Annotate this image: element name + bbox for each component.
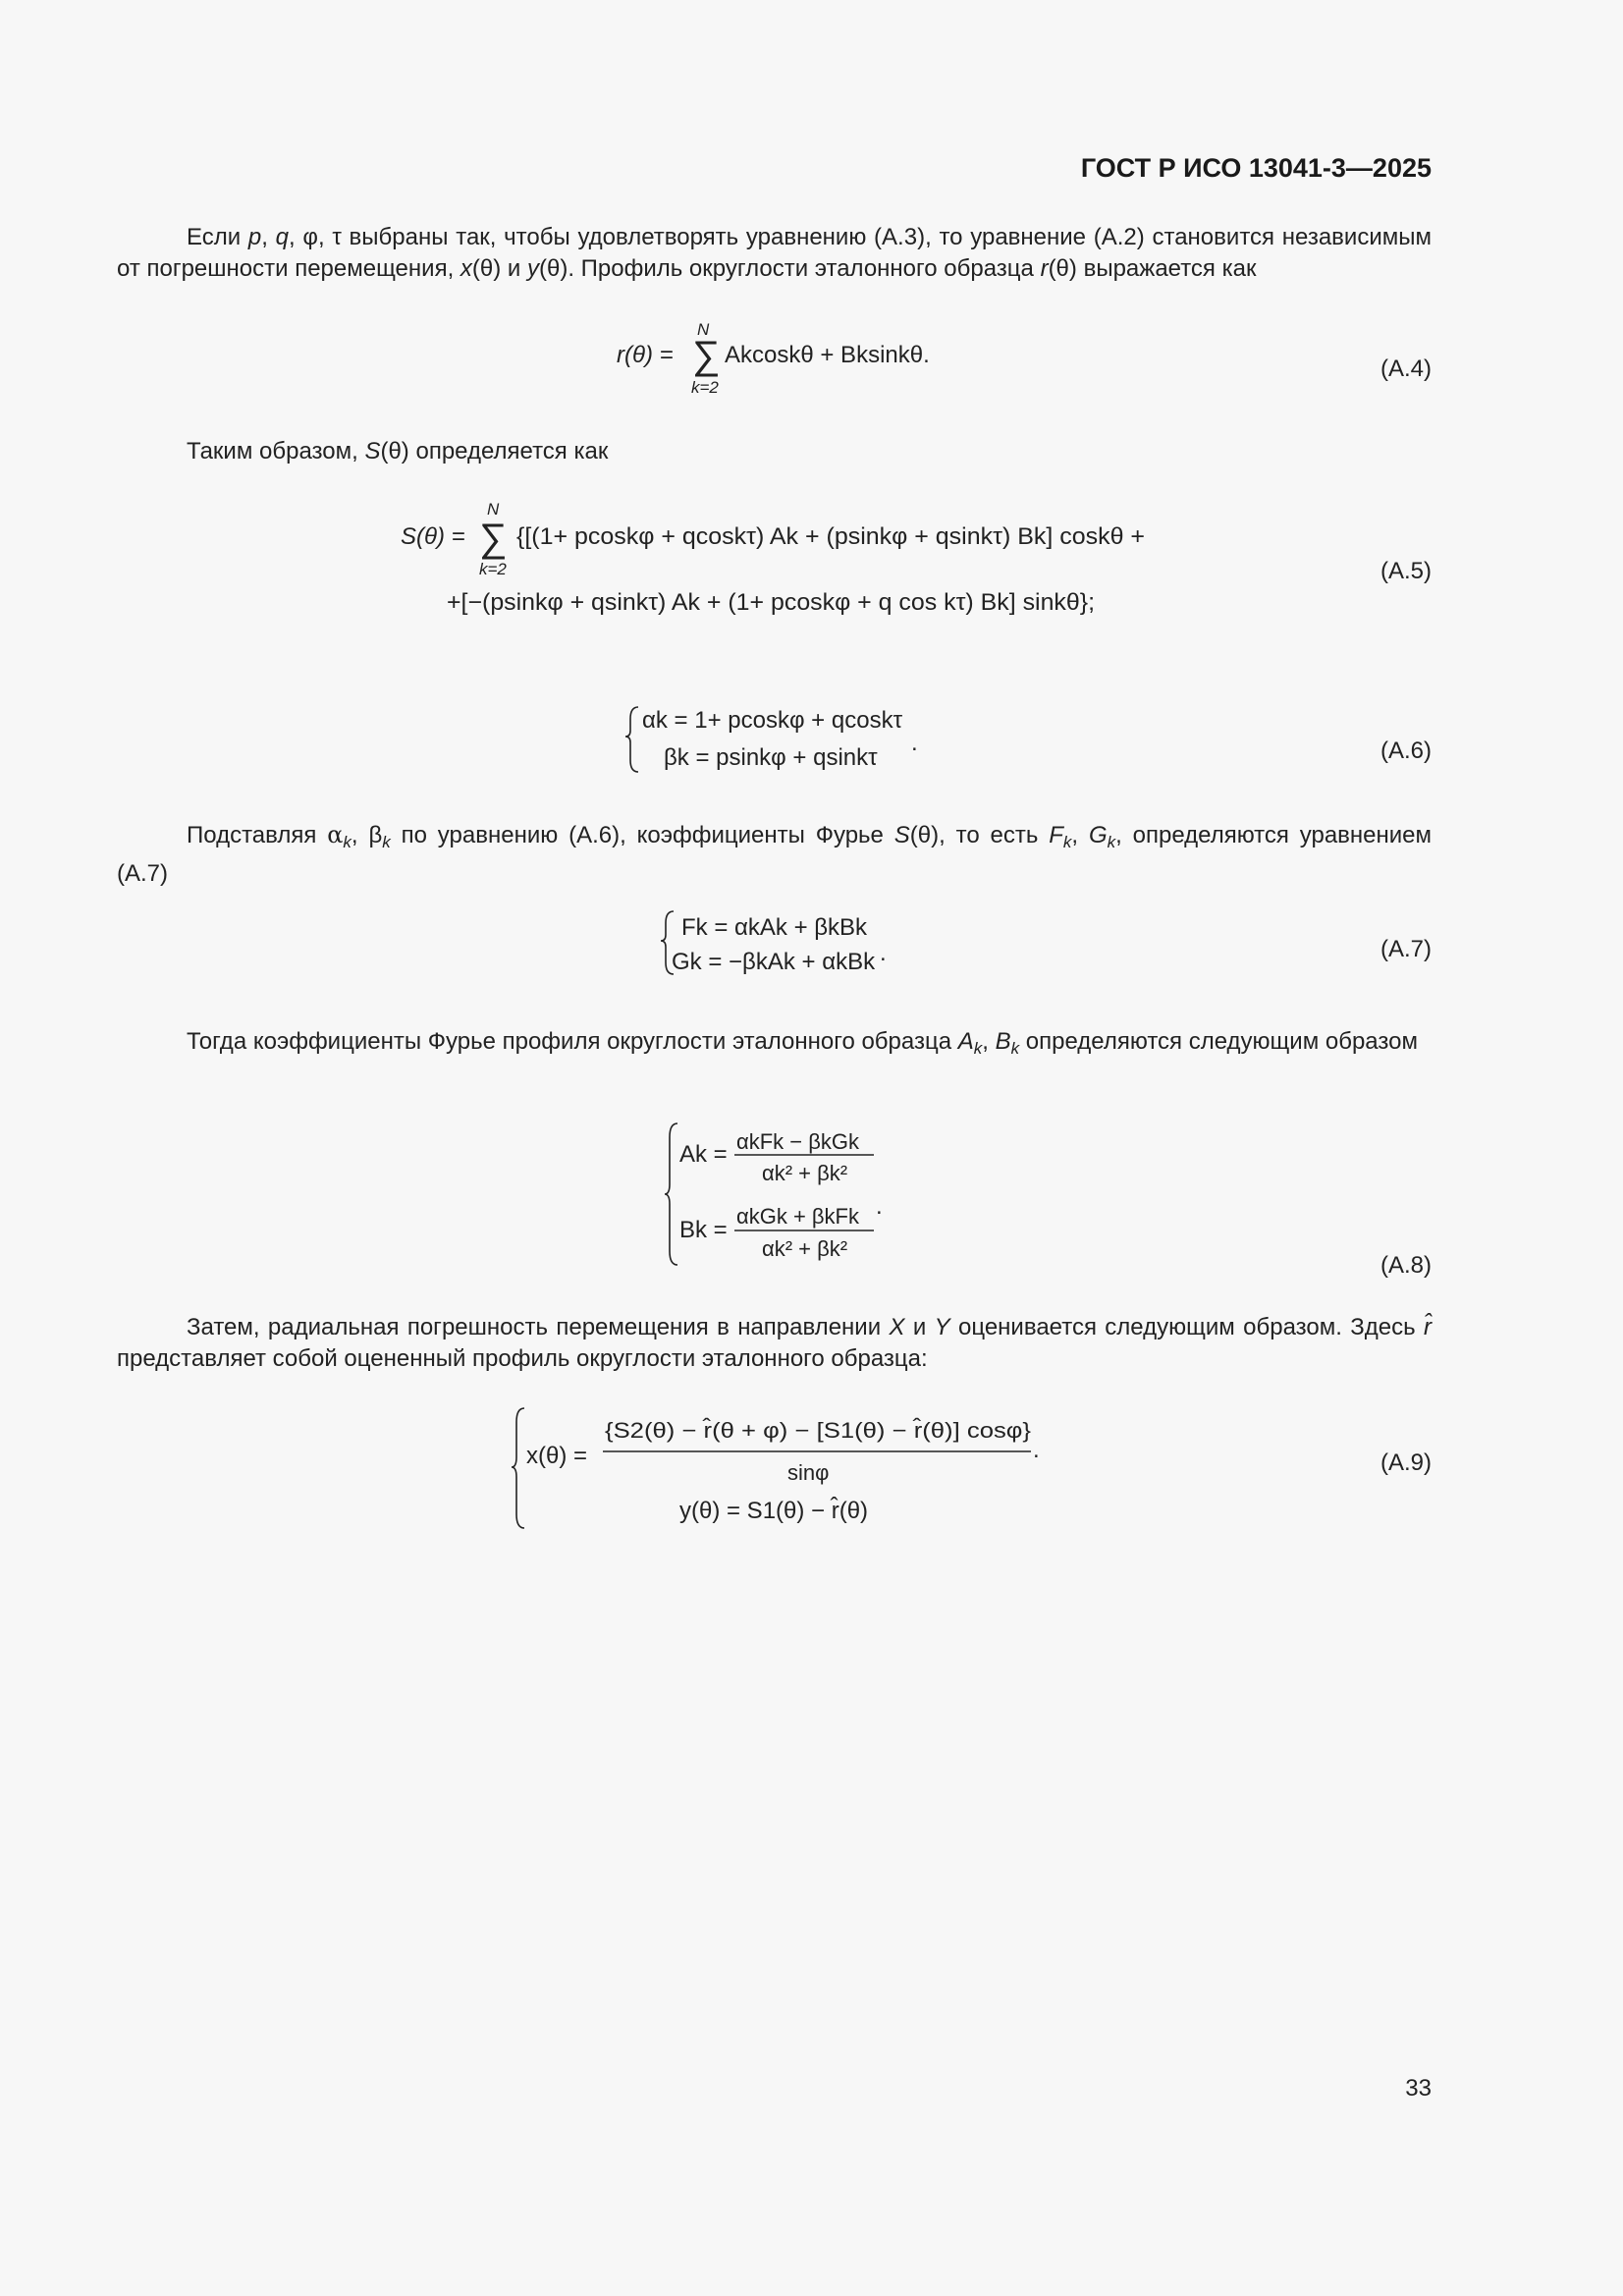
- equation-number-a4: (A.4): [1380, 355, 1432, 382]
- equation-a7: [660, 905, 915, 984]
- eq-a4-body: Akcoskθ + Bksinkθ.: [725, 342, 930, 368]
- p3-g-sub: k: [1107, 833, 1116, 851]
- eq-a8-line1-lhs: Ak =: [679, 1141, 728, 1168]
- paragraph-5: [117, 1312, 1432, 1375]
- eq-a5-sigma: ∑: [479, 517, 508, 560]
- paragraph-4: [117, 1026, 1432, 1065]
- p1-var-r: r: [1040, 255, 1049, 282]
- eq-a5-sum-bottom: k=2: [479, 560, 507, 578]
- p1-text-2: ,: [261, 224, 276, 250]
- p4-text-2: определяются следующим образом: [1019, 1028, 1418, 1055]
- document-header: ГОСТ Р ИСО 13041-3—2025: [1080, 153, 1432, 183]
- p5-text-2: и: [904, 1314, 935, 1340]
- p3-alpha: α: [327, 821, 344, 848]
- eq-a6-end: .: [911, 730, 918, 756]
- p3-var-f: F: [1049, 822, 1063, 848]
- eq-a8-line2-num: αkGk + βkFk: [736, 1204, 859, 1229]
- p4-var-a: A: [957, 1028, 974, 1055]
- p3-text-4: , определяются уравнением (А.7): [117, 822, 1433, 887]
- eq-a7-line2: Gk = −βkAk + αkBk: [672, 949, 876, 975]
- p3-beta-sub: k: [382, 833, 391, 851]
- eq-a7-line1: Fk = αkAk + βkBk: [681, 914, 868, 941]
- p1-text-4: (θ) и: [471, 255, 527, 282]
- p3-text-2: по уравнению (А.6), коэффициенты Фурье: [390, 822, 894, 848]
- p3-text-1: Подставляя: [187, 822, 328, 848]
- eq-a4-lhs: r(θ) =: [617, 342, 674, 368]
- p3-f-sub: k: [1062, 833, 1072, 851]
- eq-a9-line1-den: sinφ: [787, 1460, 830, 1485]
- p4-b-sub: k: [1010, 1039, 1020, 1058]
- eq-a7-end: .: [880, 940, 887, 966]
- p1-var-q: q: [275, 224, 289, 250]
- eq-a5-line1: {[(1+ pcoskφ + qcoskτ) Ak + (psinkφ + qsinkτ) Bk] coskθ +: [516, 523, 1145, 550]
- p5-var-rhat: r̂: [1424, 1314, 1432, 1340]
- eq-a5-line2: +[−(psinkφ + qsinkτ) Ak + (1+ pcoskφ + q cos kτ) Bk] sinkθ};: [447, 589, 1095, 616]
- p1-text-5: (θ). Профиль округлости эталонного образца: [538, 255, 1041, 282]
- eq-a8-line2-den: αk² + βk²: [762, 1236, 848, 1261]
- p4-comma: ,: [982, 1028, 996, 1055]
- eq-a9-line1-num: {S2(θ) − r̂(θ + φ) − [S1(θ) − r̂(θ)] cosφ}: [605, 1418, 1031, 1443]
- paragraph-2: [117, 436, 1432, 467]
- eq-a9-line2: y(θ) = S1(θ) − r̂(θ): [679, 1498, 869, 1524]
- p3-beta: , β: [351, 822, 383, 848]
- p1-var-p: p: [247, 224, 262, 250]
- paragraph-1: [117, 222, 1432, 285]
- p1-text-1: Если: [187, 224, 248, 250]
- eq-a8-brace: [665, 1123, 677, 1265]
- p4-text-1: Тогда коэффициенты Фурье профиля округлости эталонного образца: [187, 1028, 958, 1055]
- equation-number-a6: (A.6): [1380, 738, 1432, 764]
- eq-a8-line1-num: αkFk − βkGk: [736, 1129, 859, 1154]
- equation-number-a8: (A.8): [1380, 1252, 1432, 1279]
- p3-alpha-sub: k: [343, 833, 352, 851]
- equation-number-a9: (A.9): [1380, 1449, 1432, 1476]
- p3-text-3: (θ), то есть: [909, 822, 1050, 848]
- p5-text-3: оценивается следующим образом. Здесь: [949, 1314, 1424, 1340]
- eq-a8-line2-lhs: Bk =: [679, 1217, 728, 1243]
- eq-a8-line1-den: αk² + βk²: [762, 1161, 848, 1185]
- p1-var-x: x: [460, 255, 472, 282]
- eq-a4-sum-bottom: k=2: [691, 378, 719, 397]
- equation-a8: [664, 1118, 919, 1275]
- eq-a8-end: .: [876, 1193, 883, 1220]
- equation-a9: [511, 1402, 1060, 1536]
- equation-number-a7: (A.7): [1380, 936, 1432, 962]
- eq-a4-sigma: ∑: [692, 334, 721, 377]
- equation-number-a5: (A.5): [1380, 558, 1432, 584]
- p1-text-3: , φ, τ выбраны так, чтобы удовлетворять уравнению (А.3), то уравнение (А.2) становится независимым от погрешности перемещения,: [117, 224, 1432, 282]
- p4-a-sub: k: [973, 1039, 983, 1058]
- page-number: 33: [1405, 2075, 1432, 2102]
- eq-a5-sum-top: N: [487, 500, 500, 519]
- p3-comma: ,: [1071, 822, 1089, 848]
- paragraph-3: [117, 819, 1432, 890]
- eq-a6-line1: αk = 1+ pcoskφ + qcoskτ: [642, 707, 903, 734]
- p2-var-s: S: [364, 438, 381, 465]
- equation-a4: [609, 316, 962, 401]
- p3-var-s: S: [893, 822, 910, 848]
- eq-a6-line2: βk = psinkφ + qsinkτ: [664, 744, 878, 771]
- p2-text-1: Таким образом,: [187, 438, 365, 465]
- equation-a5: [393, 497, 1168, 634]
- eq-a9-end: .: [1033, 1437, 1040, 1463]
- p3-var-g: G: [1088, 822, 1108, 848]
- p4-var-b: B: [995, 1028, 1011, 1055]
- eq-a9-line1-lhs: x(θ) =: [526, 1443, 588, 1469]
- p5-var-x: X: [889, 1314, 905, 1340]
- p5-text-4: представляет собой оцененный профиль округлости эталонного образца:: [117, 1345, 928, 1372]
- p5-text-1: Затем, радиальная погрешность перемещения в направлении: [187, 1314, 890, 1340]
- eq-a6-brace: [625, 707, 638, 772]
- eq-a5-lhs: S(θ) =: [401, 523, 465, 550]
- p2-text-2: (θ) определяется как: [380, 438, 609, 465]
- p1-text-6: (θ) выражается как: [1048, 255, 1257, 282]
- p5-var-y: Y: [934, 1314, 950, 1340]
- p1-var-y: y: [526, 255, 539, 282]
- eq-a9-brace: [512, 1408, 524, 1528]
- eq-a4-sum-top: N: [697, 320, 710, 339]
- equation-a6: [624, 699, 939, 778]
